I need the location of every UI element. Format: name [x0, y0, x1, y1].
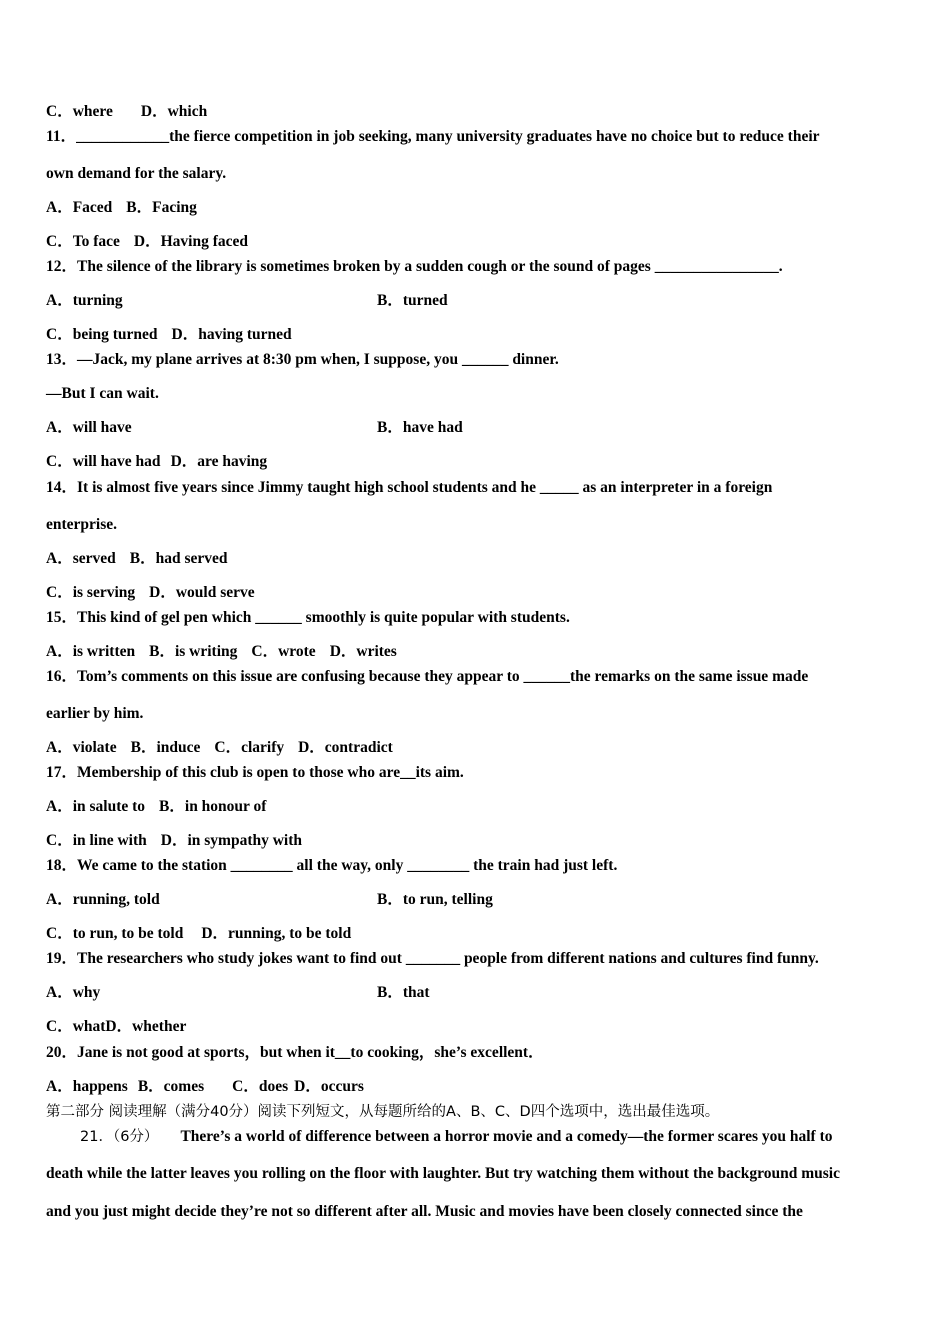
- q12-option-c: C．being turned: [46, 326, 158, 343]
- q13-option-c: C．will have had: [46, 453, 161, 470]
- q20-option-b: B．comes: [137, 1078, 205, 1095]
- q13-option-d: D．are having: [170, 453, 268, 470]
- q19-option-c: C．what: [46, 1018, 106, 1035]
- q13-options-ab: [46, 418, 906, 438]
- q11-options-ab: [46, 198, 197, 218]
- q12-option-b: B．turned: [377, 292, 448, 309]
- q11-option-c: C．To face: [46, 233, 120, 250]
- q15-option-c: C．wrote: [251, 643, 316, 660]
- q15-option-d: D．writes: [329, 643, 397, 660]
- q17-option-a: A．in salute to: [46, 798, 146, 815]
- q17-option-b: B．in honour of: [159, 798, 267, 815]
- q18-option-a: A．running, told: [46, 891, 160, 908]
- q11-option-a: A．Faced: [46, 199, 113, 216]
- q21-passage-line3: and you just might decide they’re not so different after all. Music and movies have been closely connected since the: [46, 1203, 803, 1220]
- q20-option-c: C．does: [232, 1078, 289, 1095]
- q17-stem: 17．Membership of this club is open to those who are__its aim.: [46, 764, 464, 781]
- q19-options-ab: [46, 983, 906, 1003]
- q12-stem: 12．The silence of the library is sometimes broken by a sudden cough or the sound of pages ________________.: [46, 258, 783, 275]
- q14-option-c: C．is serving: [46, 584, 136, 601]
- q16-option-c: C．clarify: [214, 739, 285, 756]
- q14-stem-line1: 14．It is almost five years since Jimmy taught high school students and he _____ as an interpreter in a foreign: [46, 479, 773, 496]
- q18-options-cd: [46, 924, 351, 944]
- part2-heading: 第二部分 阅读理解（满分40分）阅读下列短文，从每题所给的A、B、C、D四个选项中，选出最佳选项。: [46, 1104, 720, 1120]
- q11-option-d: D．Having faced: [133, 233, 248, 250]
- q13-option-b: B．have had: [377, 419, 463, 436]
- q19-option-b: B．that: [377, 984, 430, 1001]
- q21-passage-line1: [80, 1127, 832, 1147]
- q12-options-ab: [46, 291, 906, 311]
- q17-option-c: C．in line with: [46, 832, 147, 849]
- q13-reply: —But I can wait.: [46, 385, 159, 402]
- q18-options-ab: [46, 890, 906, 910]
- q16-stem-line2: earlier by him.: [46, 705, 144, 722]
- q11-stem-line2: own demand for the salary.: [46, 165, 227, 182]
- q20-stem: 20．Jane is not good at sports，but when it__to cooking，she’s excellent．: [46, 1044, 544, 1061]
- q14-option-b: B．had served: [129, 550, 228, 567]
- q10-option-c: C．where: [46, 103, 113, 120]
- q14-options-cd: [46, 583, 255, 603]
- q11-option-b: B．Facing: [126, 199, 197, 216]
- q18-stem: 18．We came to the station ________ all the way, only ________ the train had just left.: [46, 857, 618, 874]
- q17-option-d: D．in sympathy with: [160, 832, 303, 849]
- q17-options-ab: [46, 797, 266, 817]
- q21-passage-line2: death while the latter leaves you rolling on the floor with laughter. But try watching them without the background music: [46, 1165, 840, 1182]
- q12-options-cd: [46, 325, 292, 345]
- q16-option-b: B．induce: [130, 739, 201, 756]
- q19-options-cd: [46, 1017, 186, 1037]
- q18-option-c: C．to run, to be told: [46, 925, 184, 942]
- q21-line1-text: There’s a world of difference between a horror movie and a comedy—the former scares you half to: [180, 1128, 833, 1145]
- q15-stem: 15．This kind of gel pen which ______ smoothly is quite popular with students.: [46, 609, 570, 626]
- q15-option-a: A．is written: [46, 643, 136, 660]
- q20-option-d: D．occurs: [294, 1078, 364, 1095]
- q20-option-a: A．happens: [46, 1078, 128, 1095]
- q15-option-b: B．is writing: [149, 643, 238, 660]
- q11-stem-line1: 11．____________the fierce competition in job seeking, many university graduates have no choice but to reduce their: [46, 128, 820, 145]
- q13-option-a: A．will have: [46, 419, 132, 436]
- q16-stem-line1: 16．Tom’s comments on this issue are confusing because they appear to ______the remarks on the same issue made: [46, 668, 809, 685]
- q13-stem: 13．—Jack, my plane arrives at 8:30 pm when, I suppose, you ______ dinner.: [46, 351, 559, 368]
- q11-options-cd: [46, 232, 248, 252]
- q14-option-d: D．would serve: [149, 584, 255, 601]
- q19-option-d: D．whether: [105, 1018, 187, 1035]
- q10-option-d: D．which: [140, 103, 208, 120]
- q17-options-cd: [46, 831, 302, 851]
- q10-options-cd: [46, 102, 207, 122]
- q19-stem: 19．The researchers who study jokes want to find out _______ people from different nations and cultures find funny.: [46, 950, 819, 967]
- q18-option-d: D．running, to be told: [201, 925, 352, 942]
- q12-option-d: D．having turned: [171, 326, 292, 343]
- q16-option-a: A．violate: [46, 739, 117, 756]
- q21-number: 21．（6分）: [80, 1129, 159, 1145]
- q18-option-b: B．to run, telling: [377, 891, 493, 908]
- q14-stem-line2: enterprise.: [46, 516, 118, 533]
- q15-options: [46, 642, 397, 662]
- q16-option-d: D．contradict: [298, 739, 393, 756]
- q14-options-ab: [46, 549, 228, 569]
- q16-options: [46, 738, 393, 758]
- q13-options-cd: [46, 452, 267, 472]
- q19-option-a: A．why: [46, 984, 101, 1001]
- q20-options: [46, 1077, 364, 1097]
- q12-option-a: A．turning: [46, 292, 123, 309]
- q14-option-a: A．served: [46, 550, 116, 567]
